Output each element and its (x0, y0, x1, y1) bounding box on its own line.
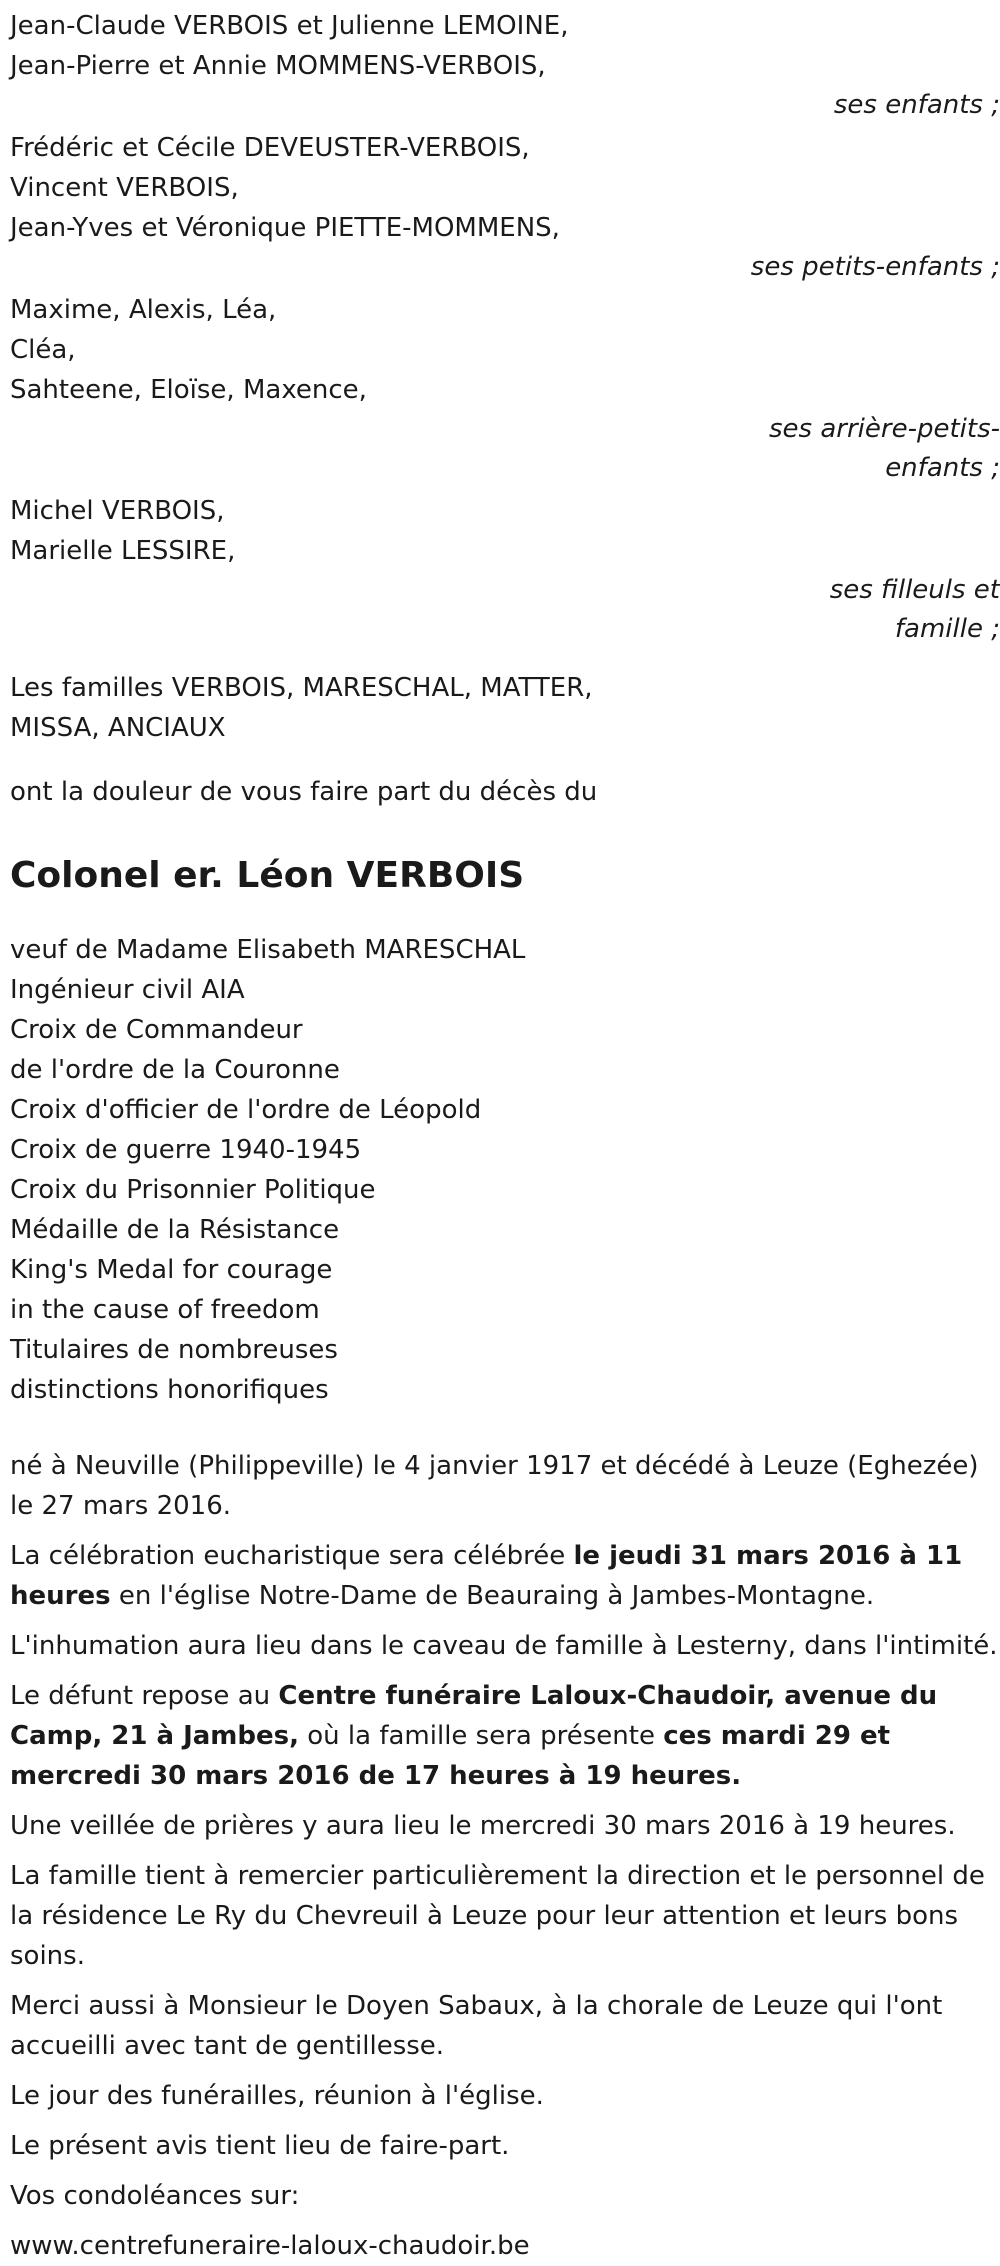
family-name-line: Jean-Yves et Véronique PIETTE-MOMMENS, (10, 213, 560, 243)
distinction-line: distinctions honorifiques (10, 1375, 329, 1405)
distinction-line: Croix de guerre 1940-1945 (10, 1135, 362, 1165)
distinction-line: Médaille de la Résistance (10, 1215, 340, 1245)
distinctions-list (10, 930, 1000, 1410)
family-name-line: Michel VERBOIS, (10, 496, 225, 526)
relation-label: ses enfants ; (833, 90, 1000, 120)
distinction-line: Ingénieur civil AIA (10, 975, 245, 1005)
other-families (10, 668, 1000, 748)
relation-label: enfants ; (885, 453, 1000, 483)
relation-label: famille ; (894, 614, 1000, 644)
family-name-line: MISSA, ANCIAUX (10, 713, 226, 743)
thanks-paragraph: La famille tient à remercier particulièrement la direction et le personnel de la résidence Le Ry du Chevreuil à Leuze pour leur attention et leurs bons soins. (10, 1861, 985, 1971)
celebration-location: en l'église Notre-Dame de Beauraing à Jambes-Montagne. (110, 1581, 875, 1611)
family-name-line: Cléa, (10, 335, 76, 365)
distinction-line: veuf de Madame Elisabeth MARESCHAL (10, 935, 526, 965)
family-group-great-grandchildren (10, 290, 1000, 488)
notice-paragraph: Le présent avis tient lieu de faire-part. (10, 2131, 510, 2161)
distinction-line: Titulaires de nombreuses (10, 1335, 338, 1365)
family-name-line: Les familles VERBOIS, MARESCHAL, MATTER, (10, 673, 593, 703)
family-group-godchildren (10, 491, 1000, 649)
celebration-text: La célébration eucharistique sera célébrée (10, 1541, 574, 1571)
meeting-paragraph: Le jour des funérailles, réunion à l'église. (10, 2081, 544, 2111)
family-name-line: Vincent VERBOIS, (10, 173, 239, 203)
family-name-line: Jean-Pierre et Annie MOMMENS-VERBOIS, (10, 51, 546, 81)
distinction-line: Croix d'officier de l'ordre de Léopold (10, 1095, 482, 1125)
announcement-text: ont la douleur de vous faire part du décès du (10, 777, 598, 807)
celebration-date: le jeudi 31 mars 2016 à 11 heures (10, 1541, 963, 1611)
deceased-name: Colonel er. Léon VERBOIS (10, 855, 525, 896)
website-link[interactable]: www.centrefuneraire-laloux-chaudoir.be (10, 2231, 530, 2261)
birth-death-paragraph: né à Neuville (Philippeville) le 4 janvier 1917 et décédé à Leuze (Eghezée) le 27 mars 2016. (10, 1451, 979, 1521)
thanks-paragraph-2: Merci aussi à Monsieur le Doyen Sabaux, à la chorale de Leuze qui l'ont accueilli avec tant de gentillesse. (10, 1991, 943, 2061)
family-name-line: Maxime, Alexis, Léa, (10, 295, 277, 325)
distinction-line: in the cause of freedom (10, 1295, 320, 1325)
relation-label: ses filleuls et (829, 575, 1000, 605)
vigil-paragraph: Une veillée de prières y aura lieu le mercredi 30 mars 2016 à 19 heures. (10, 1811, 956, 1841)
rest-text-2: où la famille sera présente (299, 1721, 664, 1751)
family-name-line: Sahteene, Eloïse, Maxence, (10, 375, 367, 405)
family-name-line: Marielle LESSIRE, (10, 536, 236, 566)
distinction-line: de l'ordre de la Couronne (10, 1055, 340, 1085)
condolences-paragraph: Vos condoléances sur: (10, 2181, 300, 2211)
distinction-line: Croix de Commandeur (10, 1015, 303, 1045)
family-group-children (10, 6, 1000, 125)
rest-text: Le défunt repose au (10, 1681, 279, 1711)
celebration-paragraph (10, 1536, 1000, 1616)
funeral-center: Centre funéraire Laloux-Chaudoir, avenue du Camp, 21 à Jambes, (10, 1681, 938, 1751)
distinction-line: King's Medal for courage (10, 1255, 333, 1285)
distinction-line: Croix du Prisonnier Politique (10, 1175, 376, 1205)
family-name-line: Jean-Claude VERBOIS et Julienne LEMOINE, (10, 11, 569, 41)
burial-paragraph: L'inhumation aura lieu dans le caveau de famille à Lesterny, dans l'intimité. (10, 1631, 998, 1661)
relation-label: ses petits-enfants ; (750, 252, 1000, 282)
visitation-dates: ces mardi 29 et mercredi 30 mars 2016 de 17 heures à 19 heures. (10, 1721, 891, 1791)
family-name-line: Frédéric et Cécile DEVEUSTER-VERBOIS, (10, 133, 530, 163)
family-group-grandchildren (10, 128, 1000, 287)
rest-paragraph (10, 1676, 1000, 1796)
relation-label: ses arrière-petits- (769, 414, 1000, 444)
